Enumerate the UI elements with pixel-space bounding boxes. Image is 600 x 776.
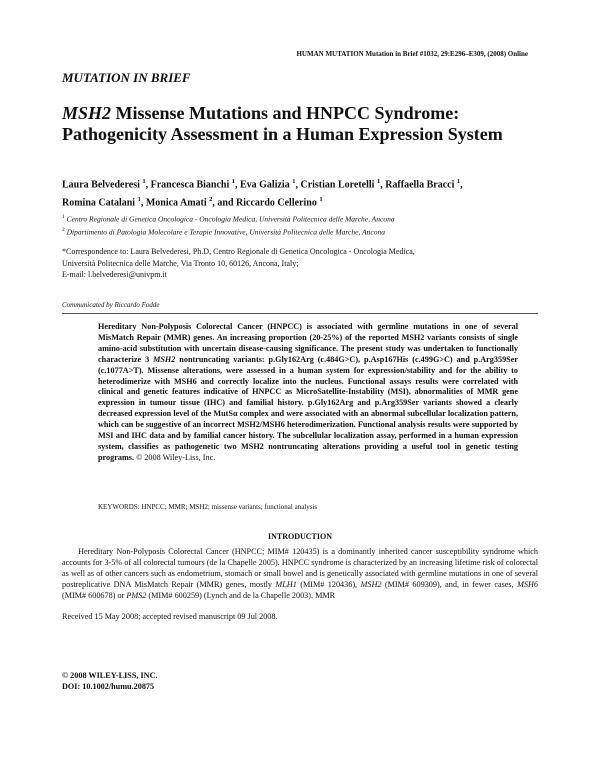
divider [62, 313, 538, 314]
intro-paragraph [62, 547, 538, 602]
author-affiliation-mark: 2 [209, 196, 213, 204]
affiliations [62, 212, 542, 237]
affiliation-line [62, 225, 542, 238]
intro-gene: MSH2 [360, 579, 382, 589]
author: Romina Catalani [62, 197, 136, 209]
title-gene: MSH2 [62, 103, 112, 123]
abstract-copyright: © 2008 Wiley-Liss, Inc. [134, 452, 216, 462]
author-affiliation-mark: 1 [142, 178, 146, 185]
article-title [62, 103, 542, 145]
intro-gene: MSH6 [517, 579, 538, 589]
affiliation-text: Dipartimento di Patologia Molecolare e Terapie Innovative, Università Politecnica delle Marche, Ancona [66, 227, 385, 236]
title-rest: Missense Mutations and HNPCC Syndrome: Pathogenicity Assessment in a Human Expression System [62, 103, 503, 144]
affiliation-number: 2 [62, 226, 65, 233]
affiliation-line [62, 212, 542, 225]
author: Raffaella Bracci [385, 179, 455, 191]
author-affiliation-mark: 1 [376, 178, 381, 185]
intro-text: (MIM# 120436), [296, 579, 361, 589]
intro-text: (MIM# 609309), and, in fewer cases, [381, 579, 518, 589]
author: Monica Amati [145, 197, 207, 209]
communicated-by: Communicated by Riccardo Fodde [62, 301, 160, 309]
intro-text: Hereditary Non-Polyposis Colorectal Cancer (HNPCC; MIM# 120435) is a dominantly inherited cancer susceptibility syndrome which accounts for 3-5% of all colorectal tumours (de la Chapelle 2005). HNPCC syndrome is characterized by an increasing lifetime risk of colorectal as well as of other cancers such as endometrium, stomach or small bowel and is genetically associated with germline mutations in one of several postreplicative DNA MisMatch Repair (MMR) genes, mostly [62, 547, 539, 589]
abstract-text: Hereditary Non-Polyposis Colorectal Cancer (HNPCC) is associated with germline mutations in one of several MisMatch Repair (MMR) genes. An increasing proportion (20-25%) of the reported MSH2 variants consists of single amino-acid substitution with uncertain disease-causing significance. The present study was undertaken to functionally characterize 3 [98, 322, 518, 364]
correspondence-block [62, 246, 542, 281]
abstract [98, 322, 518, 464]
doi-line: DOI: 10.1002/humu.20875 [62, 682, 155, 691]
correspondence-line: *Correspondence to: Laura Belvederesi, Ph.D, Centro Regionale di Genetica Oncologica - Oncologia Medica, [62, 247, 415, 256]
intro-text: (MIM# 600678) or [62, 590, 127, 600]
running-head: HUMAN MUTATION Mutation in Brief #1032, 29:E296–E309, (2008) Online [296, 50, 528, 58]
correspondence-line: Università Politecnica delle Marche, Via Tronto 10, 60126, Ancona, Italy; [62, 258, 299, 268]
section-label: MUTATION IN BRIEF [62, 70, 191, 85]
author: Laura Belvederesi [62, 179, 140, 191]
received-date: Received 15 May 2008; accepted revised manuscript 09 Jul 2008. [62, 612, 278, 621]
footer-copyright [62, 670, 158, 692]
affiliation-number: 1 [62, 214, 65, 220]
author-affiliation-mark: 1 [137, 196, 141, 204]
author: Riccardo Cellerino [236, 197, 317, 209]
author-affiliation-mark: 1 [319, 196, 323, 204]
abstract-gene: MSH2 [153, 354, 176, 364]
correspondence-email: E-mail: l.belvederesi@univpm.it [62, 270, 167, 279]
affiliation-text: Centro Regionale di Genetica Oncologica - Oncologia Medica, Università Politecnica delle Marche, Ancona [66, 214, 395, 224]
intro-heading: INTRODUCTION [267, 532, 332, 541]
abstract-text: nontruncating variants: p.Gly162Arg (c.484G>C), p.Asp167His (c.499G>C) and p.Arg359Ser (c.1077A>T). Missense alterations, were assessed in a human system for expression/stability and for the ability to heterodimerize with MSH6 and correctly localize into the nucleus. Functional assays results were correlated with clinical and genetic features indicative of HNPCC as MicroSatellite-Instability (MSI), abnormalities of MMR gene expression in tumour tissue (IHC) and familial history. p.Gly162Arg and p.Arg359Ser variants showed a clearly decreased expression level of the MutSα complex and were associated with an abnormal subcellular localization pattern, which can be suggestive of an incorrect MSH2/MSH6 heterodimerization. Functional analysis results were supported by MSI and IHC data and by familial cancer history. The subcellular localization assay, performed in a human expression system, classifies as pathogenetic two MSH2 nontruncating alterations providing a useful tool in genetic testing programs. [98, 354, 518, 462]
author-joiner: , and [212, 197, 237, 209]
keywords: KEYWORDS: HNPCC; MMR; MSH2; missense variants; functional analysis [98, 503, 318, 511]
copyright-line: © 2008 WILEY-LISS, INC. [62, 671, 158, 680]
intro-gene: MLH1 [275, 579, 297, 589]
intro-gene: PMS2 [126, 590, 147, 600]
author-affiliation-mark: 1 [456, 178, 461, 185]
author: Francesca Bianchi [150, 179, 230, 191]
author: Cristian Loretelli [300, 179, 375, 191]
author-list: Laura Belvederesi $^1$, Francesca Bianchi $^1$, Eva Galizia $^1$, Cristian Loretelli $^1$, Raffaella Bracci $^1$, Romina Catalani $^1$, Monica Amati $^2$, and Riccardo Cellerino $^1$ [62, 178, 463, 209]
author: Eva Galizia [239, 179, 290, 191]
author-affiliation-mark: 1 [292, 178, 296, 185]
intro-text: (MIM# 600259) (Lynch and de la Chapelle 2003). MMR [146, 590, 336, 600]
author-affiliation-mark: 1 [231, 178, 235, 185]
